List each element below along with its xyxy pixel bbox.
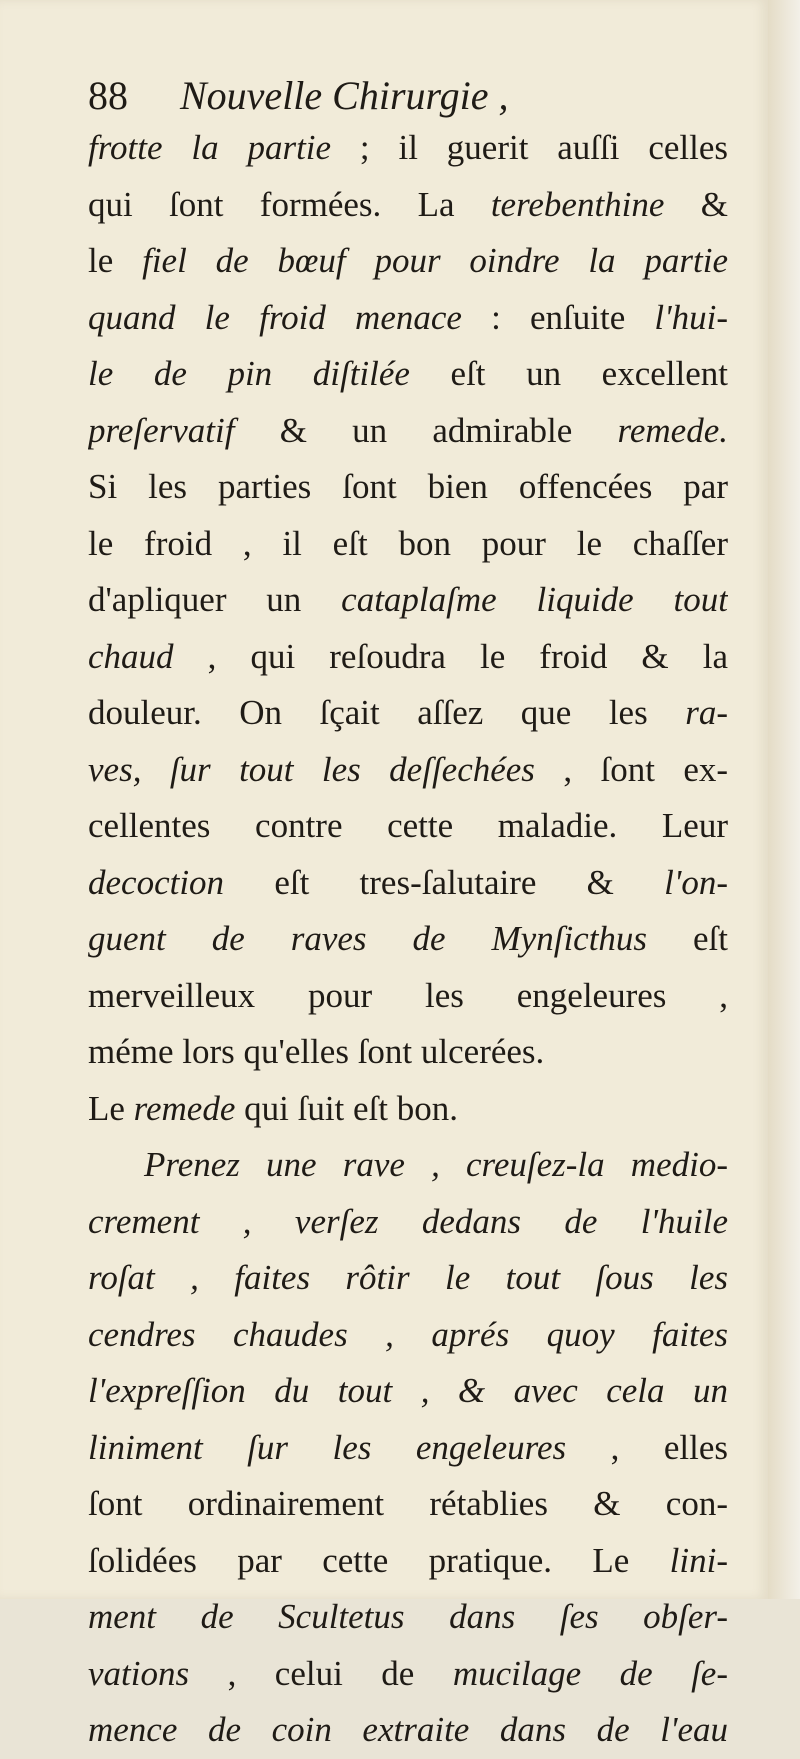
text-line	[88, 1702, 728, 1759]
page-number: 88	[88, 73, 128, 118]
page-header	[88, 72, 508, 119]
text-line	[88, 685, 728, 742]
italic-text: lini-	[669, 1540, 728, 1580]
text-line	[88, 1250, 728, 1307]
italic-text: frotte la partie	[88, 128, 332, 167]
italic-text: ment de Scultetus dans ſes obſer-	[88, 1597, 728, 1636]
roman-text: , qui reſoudra le froid & la	[173, 636, 728, 676]
text-line	[88, 629, 728, 686]
text-line	[88, 1476, 728, 1533]
italic-text: guent de raves de Mynſicthus	[88, 919, 648, 958]
text-line	[88, 120, 728, 177]
italic-text: l'on-	[664, 862, 728, 902]
text-line	[88, 1363, 728, 1420]
italic-text: ves, ſur tout les deſſechées	[88, 749, 535, 789]
roman-text: Le	[88, 1088, 134, 1128]
text-line	[88, 177, 728, 234]
roman-text: , ſont ex-	[534, 749, 728, 789]
roman-text: Si les parties ſont bien offencées par	[88, 467, 728, 506]
text-line	[88, 516, 728, 573]
text-line	[88, 459, 728, 516]
running-title: Nouvelle Chirurgie ,	[180, 73, 509, 118]
italic-text: cataplaſme liquide tout	[341, 580, 728, 619]
italic-text: fiel de bœuf pour oindre la partie	[142, 241, 728, 280]
roman-text: : enſuite	[461, 297, 655, 337]
italic-text: mucilage de ſe-	[452, 1653, 728, 1693]
italic-text: ra-	[685, 693, 728, 732]
text-line	[88, 911, 728, 968]
italic-text: quand le froid menace	[88, 297, 462, 337]
italic-text: le de pin diſtilée	[88, 354, 410, 393]
italic-text: crement , verſez dedans de l'huile	[88, 1201, 728, 1241]
text-line	[88, 346, 728, 403]
roman-text: & un admirable	[234, 410, 618, 450]
italic-text: liniment ſur les engeleures	[88, 1427, 567, 1467]
roman-text: eſt	[647, 919, 728, 958]
text-line	[88, 1137, 728, 1194]
text-line	[88, 968, 728, 1025]
roman-text: cellentes contre cette maladie. Leur	[88, 806, 728, 845]
roman-text: douleur. On ſçait aſſez que les	[88, 693, 686, 732]
text-line	[88, 1589, 728, 1646]
roman-text: , elles	[566, 1427, 728, 1467]
roman-text: le	[88, 241, 143, 280]
italic-text: vations	[88, 1653, 190, 1693]
text-line	[88, 1420, 728, 1477]
italic-text: remede	[133, 1088, 236, 1128]
text-line	[88, 1081, 728, 1138]
text-line	[88, 798, 728, 855]
roman-text: merveilleux pour les engeleures ,	[88, 975, 728, 1015]
text-line	[88, 290, 728, 347]
roman-text: qui ſont formées. La	[88, 184, 491, 224]
italic-text: l'expreſſion du tout , & avec cela un	[88, 1371, 728, 1410]
italic-text: remede.	[617, 410, 728, 450]
text-line	[88, 1194, 728, 1251]
roman-text: le froid , il eſt bon pour le chaſſer	[88, 523, 728, 563]
roman-text: méme lors qu'elles ſont ulcerées.	[88, 1032, 545, 1071]
page-edge	[768, 0, 800, 1599]
italic-text: chaud	[88, 636, 174, 676]
roman-text: eſt un excellent	[409, 354, 728, 393]
roman-text: ſolidées par cette pratique. Le	[88, 1540, 670, 1580]
roman-text: ; il guerit auſſi celles	[331, 128, 728, 167]
italic-text: mence de coin extraite dans de l'eau	[88, 1710, 728, 1749]
text-line	[88, 1307, 728, 1364]
italic-text: decoction	[88, 862, 225, 902]
text-line	[88, 233, 728, 290]
italic-text: Prenez une rave , creuſez-la medio-	[144, 1145, 728, 1184]
roman-text: ſont ordinairement rétablies & con-	[88, 1484, 728, 1523]
roman-text: eſt tres-ſalutaire &	[224, 862, 665, 902]
text-line	[88, 1024, 728, 1081]
text-line	[88, 742, 728, 799]
italic-text: roſat , faites rôtir le tout ſous les	[88, 1258, 728, 1297]
italic-text: l'hui-	[654, 297, 728, 337]
roman-text: qui ſuit eſt bon.	[235, 1088, 459, 1128]
text-line	[88, 572, 728, 629]
text-line	[88, 1533, 728, 1590]
text-line	[88, 855, 728, 912]
italic-text: terebenthine	[490, 184, 665, 224]
italic-text: preſervatif	[88, 410, 235, 450]
text-line	[88, 1646, 728, 1703]
text-line	[88, 403, 728, 460]
roman-text: &	[664, 184, 728, 224]
roman-text: , celui de	[189, 1653, 453, 1693]
italic-text: cendres chaudes , aprés quoy faites	[88, 1314, 728, 1354]
body-text	[88, 120, 728, 1759]
roman-text: d'apliquer un	[88, 580, 342, 619]
